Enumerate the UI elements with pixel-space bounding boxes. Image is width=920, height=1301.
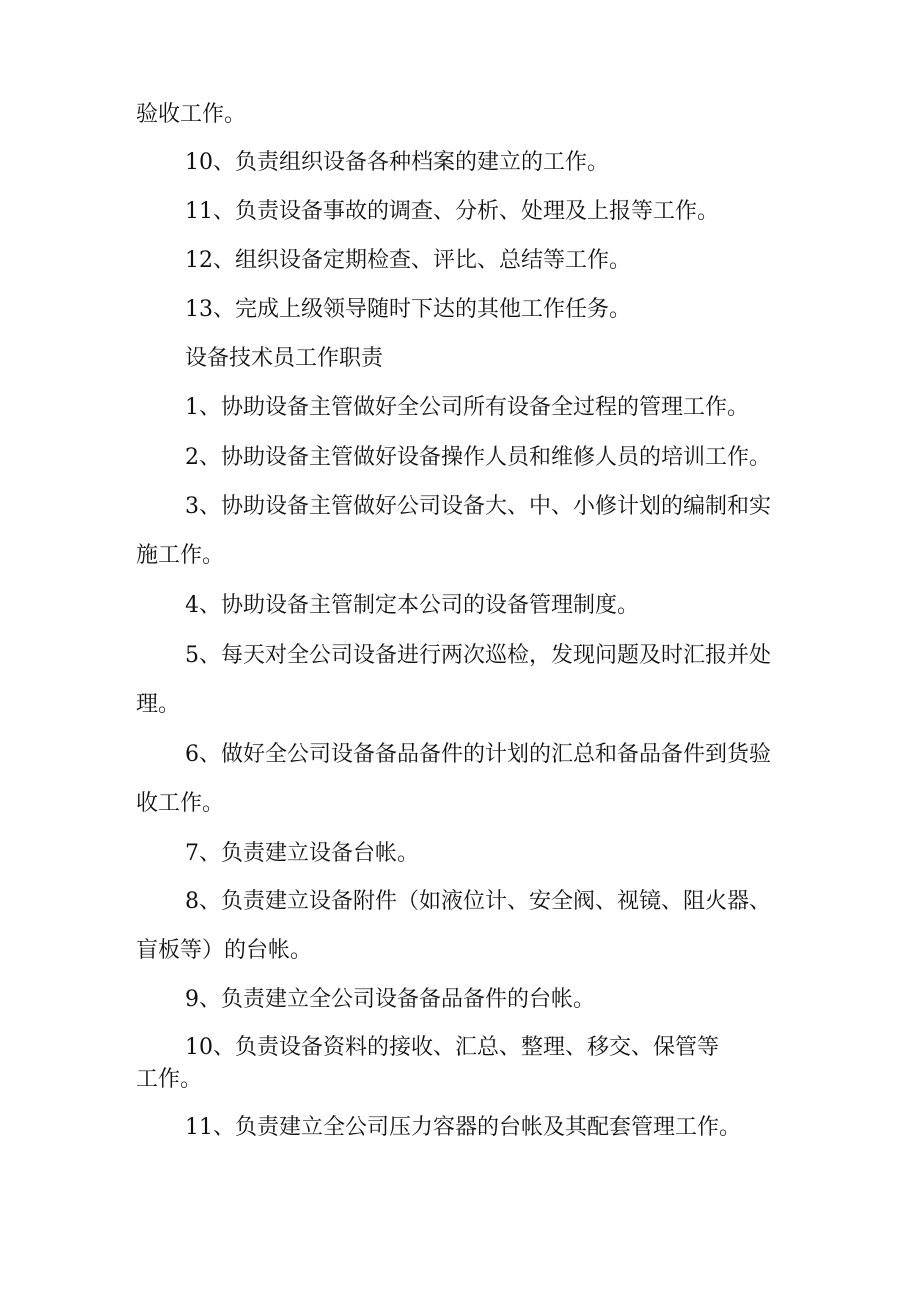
text-line: 10、负责设备资料的接收、汇总、整理、移交、保管等 xyxy=(185,1035,719,1060)
text-line: 2、协助设备主管做好设备操作人员和维修人员的培训工作。 xyxy=(185,445,771,470)
text-line: 验收工作。 xyxy=(136,102,247,127)
section-heading: 设备技术员工作职责 xyxy=(185,346,384,371)
text-line: 5、每天对全公司设备进行两次巡检，发现问题及时汇报并处 xyxy=(185,643,771,668)
text-line: 施工作。 xyxy=(136,543,225,568)
text-line: 盲板等）的台帐。 xyxy=(136,938,313,963)
text-line: 9、负责建立全公司设备备品备件的台帐。 xyxy=(185,987,595,1012)
text-line: 11、负责建立全公司压力容器的台帐及其配套管理工作。 xyxy=(185,1115,741,1140)
text-line: 3、协助设备主管做好公司设备大、中、小修计划的编制和实 xyxy=(185,494,771,519)
text-line: 1、协助设备主管做好全公司所有设备全过程的管理工作。 xyxy=(185,395,749,420)
text-line: 10、负责组织设备各种档案的建立的工作。 xyxy=(185,150,609,175)
text-line: 工作。 xyxy=(136,1067,203,1092)
text-line: 8、负责建立设备附件（如液位计、安全阀、视镜、阻火器、 xyxy=(185,889,771,914)
text-line: 4、协助设备主管制定本公司的设备管理制度。 xyxy=(185,593,639,618)
text-line: 收工作。 xyxy=(136,791,225,816)
text-line: 7、负责建立设备台帐。 xyxy=(185,841,419,866)
text-line: 11、负责设备事故的调查、分析、处理及上报等工作。 xyxy=(185,199,719,224)
text-line: 6、做好全公司设备备品备件的计划的汇总和备品备件到货验 xyxy=(185,742,771,767)
text-line: 12、组织设备定期检查、评比、总结等工作。 xyxy=(185,248,631,273)
text-line: 理。 xyxy=(136,692,181,717)
text-line: 13、完成上级领导随时下达的其他工作任务。 xyxy=(185,297,631,322)
